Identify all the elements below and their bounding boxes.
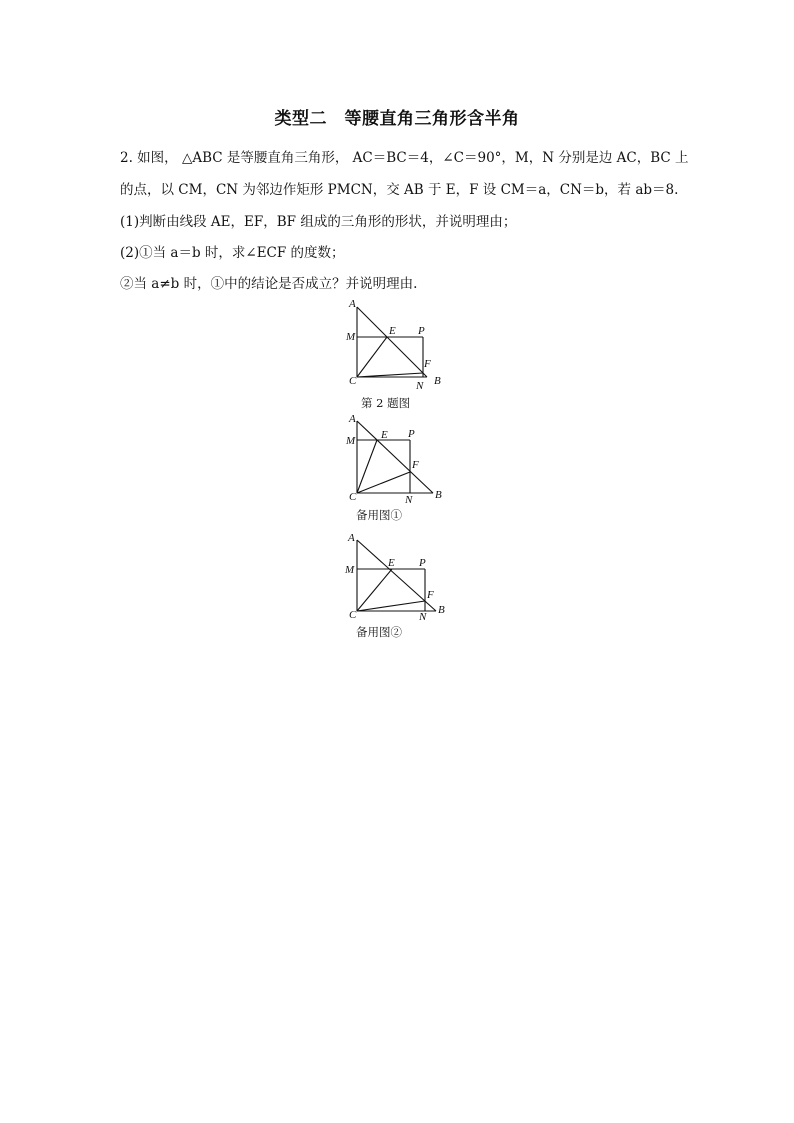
label-c: C <box>349 609 357 621</box>
segment-cf <box>357 472 410 493</box>
figure-spare-1-caption: 备用图① <box>356 508 402 522</box>
label-a: A <box>349 298 356 310</box>
label-c: C <box>349 491 357 503</box>
label-b: B <box>435 489 442 501</box>
label-m: M <box>346 331 356 343</box>
label-b: B <box>434 375 441 387</box>
segment-ce <box>357 337 387 377</box>
section-title: 类型二 等腰直角三角形含半角 <box>274 109 520 129</box>
label-n: N <box>405 494 413 506</box>
label-n: N <box>419 611 427 623</box>
label-f: F <box>427 589 434 601</box>
hypotenuse-ab <box>357 307 427 377</box>
figure-spare-1 <box>340 411 450 506</box>
label-m: M <box>346 435 356 447</box>
label-p: P <box>418 325 425 337</box>
segment-cf <box>357 601 425 611</box>
label-p: P <box>419 557 426 569</box>
label-a: A <box>348 532 355 544</box>
hypotenuse-ab <box>357 421 433 493</box>
label-n: N <box>416 380 424 392</box>
question-2-part-1: (2)①当 a＝b 时，求∠ECF 的度数； <box>120 245 345 261</box>
label-b: B <box>438 604 445 616</box>
figure-spare-1-diagram <box>340 411 450 506</box>
problem-statement-line-1: 2. 如图， △ABC 是等腰直角三角形， AC＝BC＝4，∠C＝90°，M，N 分别是边 AC，BC 上 <box>120 150 689 166</box>
label-f: F <box>412 459 419 471</box>
label-a: A <box>349 413 356 425</box>
label-c: C <box>349 375 357 387</box>
label-p: P <box>408 428 415 440</box>
problem-statement-line-2: 的点，以 CM，CN 为邻边作矩形 PMCN，交 AB 于 E，F 设 CM＝a，CN＝b，若 ab＝8. <box>120 182 679 198</box>
figure-main-diagram <box>340 298 450 393</box>
label-f: F <box>424 358 431 370</box>
figure-spare-2-diagram <box>340 528 450 623</box>
label-e: E <box>388 557 395 569</box>
segment-cf <box>357 373 423 377</box>
figure-main-caption: 第 2 题图 <box>361 396 411 410</box>
segment-ce <box>357 440 377 493</box>
question-2-part-2: ②当 a≠b 时，①中的结论是否成立？并说明理由. <box>120 276 418 292</box>
figure-main <box>340 298 450 393</box>
label-e: E <box>381 429 388 441</box>
question-1: (1)判断由线段 AE，EF，BF 组成的三角形的形状，并说明理由； <box>120 214 517 230</box>
label-e: E <box>389 325 396 337</box>
label-m: M <box>345 564 355 576</box>
segment-ce <box>357 569 392 611</box>
figure-spare-2 <box>340 528 450 623</box>
hypotenuse-ab <box>357 540 436 611</box>
figure-spare-2-caption: 备用图② <box>356 625 402 639</box>
